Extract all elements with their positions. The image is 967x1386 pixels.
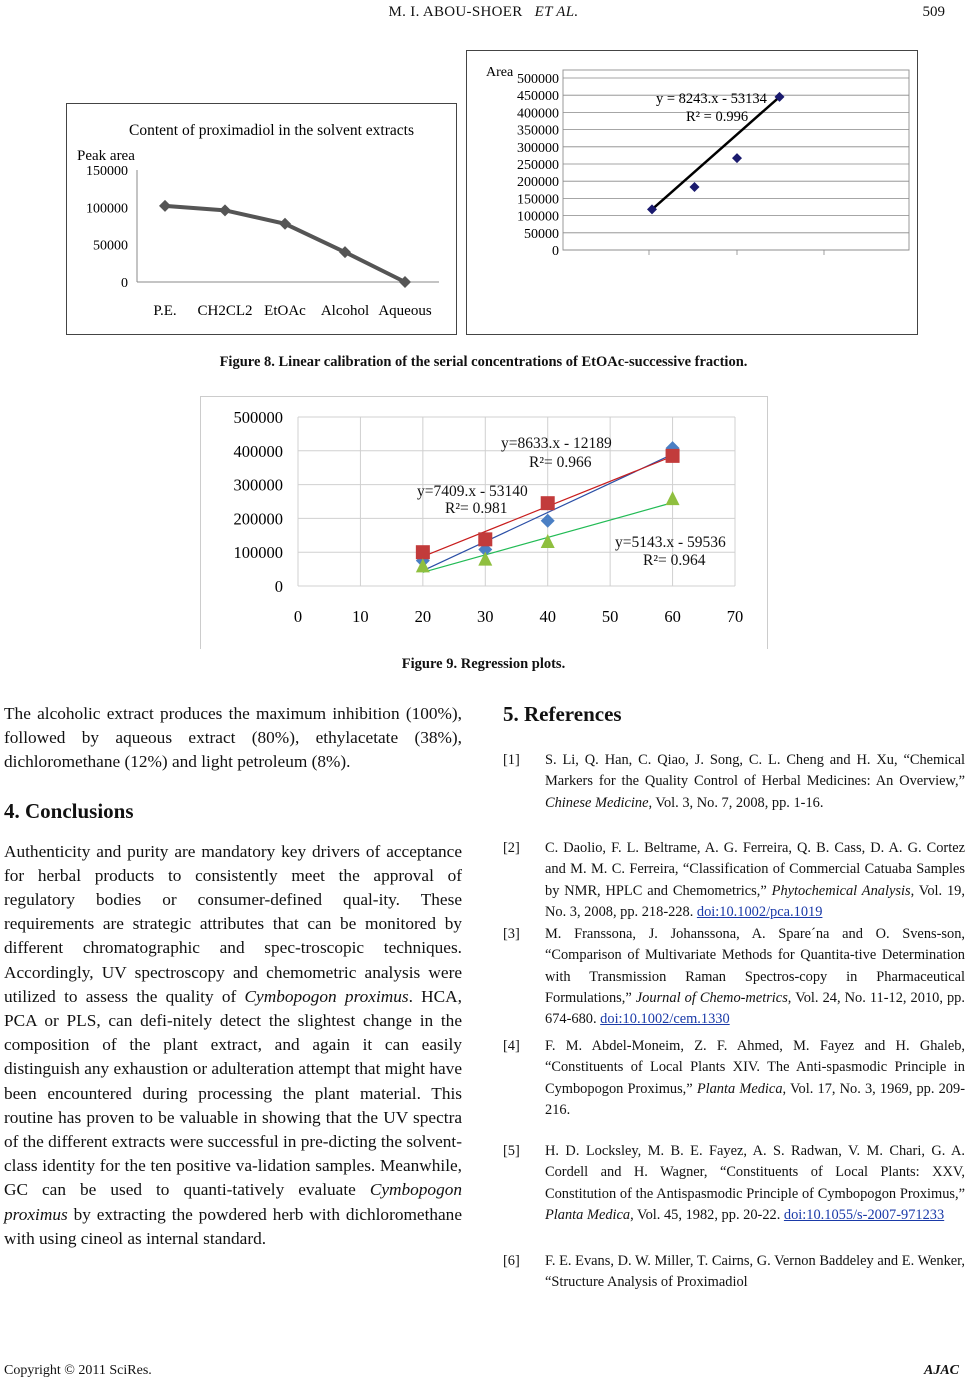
fig8-left-ytick-label: 0 [121, 276, 128, 291]
fig8-right-ytick-label: 150000 [517, 192, 559, 208]
fig9-xtick-label: 20 [414, 607, 432, 626]
fig9-red-point [416, 545, 430, 559]
reference-journal: Planta Medica [696, 1080, 783, 1097]
fig9-red-point [478, 532, 492, 546]
species-name: Cymbopogon proximus [244, 986, 409, 1006]
reference-item [503, 1036, 965, 1121]
fig8-right-ytick-label: 500000 [517, 72, 559, 87]
fig9-xtick-label: 30 [477, 607, 494, 626]
figure-9 [200, 396, 768, 649]
reference-item [503, 924, 965, 1030]
reference-number: [3] [503, 926, 520, 942]
fig8-left-series-line [165, 206, 405, 282]
fig9-green-point [666, 491, 680, 505]
fig8-left-title: Content of proximadiol in the solvent extracts [129, 122, 414, 139]
references-heading: 5. References [503, 702, 622, 726]
fig8-left-xtick-label: CH2CL2 [197, 303, 253, 319]
fig8-right-ytick-label: 100000 [517, 209, 559, 225]
fig8-right-ytick-label: 250000 [517, 158, 559, 173]
reference-item [503, 1141, 965, 1226]
fig9-eq-blue: y=8633.x - 12189 [501, 435, 612, 452]
section-heading-conclusions: 4. Conclusions [4, 798, 134, 823]
figure-8 [36, 46, 918, 344]
fig9-ytick-label: 300000 [233, 475, 283, 495]
references-section [503, 702, 965, 1362]
reference-number: [4] [503, 1038, 520, 1054]
page-header [0, 0, 967, 30]
fig9-eq-red: y=7409.x - 53140 [417, 483, 528, 500]
fig8-right-equation: y = 8243.x - 53134 [656, 91, 767, 107]
reference-text: S. Li, Q. Han, C. Qiao, J. Song, C. L. Cheng and H. Xu, “Chemical Markers for the Quality Control of Herbal Medicines: An Overview,” Chinese Medicine, Vol. 3, No. 7, 2008, pp. 1-16. [545, 752, 965, 811]
reference-text: C. Daolio, F. L. Beltrame, A. G. Ferreira, Q. B. Cass, D. A. G. Cortez and M. M. C. Ferreira, “Classification of Commercial Catuaba Samples by NMR, HPLC and Chemometrics,” Phytochemical Analysis, Vol. 19, No. 3, 2008, pp. 218-228. doi:10.1002/pca.1019 [545, 840, 965, 920]
reference-number: [2] [503, 840, 520, 856]
reference-item [503, 750, 965, 814]
reference-text: F. E. Evans, D. W. Miller, T. Cairns, G. Vernon Baddeley and E. Wenker, “Structure Analysis of Proximadiol [545, 1253, 965, 1291]
conclusion-text-1: Authenticity and purity are mandatory key drivers of acceptance for herbal products to consistently meet the approval of regulatory bodies or consumer-defined qual-ity. These requirements are strategic attributes that can be monitored by different chromatographic and spec-troscopic techniques. Accordingly, UV spectroscopy and chemometric analysis were utilized to assess the quality of [4, 841, 462, 1006]
intro-paragraph: The alcoholic extract produces the maximum inhibition (100%), followed by aqueous extract (80%), ethylacetate (38%), dichloromethane (12%) and light petroleum (8%). [4, 704, 462, 772]
fig9-xtick-label: 40 [539, 607, 556, 626]
reference-journal: Phytochemical Analysis [771, 882, 911, 899]
reference-number: [1] [503, 752, 520, 768]
fig9-blue-point [541, 514, 555, 528]
reference-number: [6] [503, 1253, 520, 1269]
fig8-left-ytick-label: 150000 [86, 164, 128, 179]
fig8-left-chart [66, 103, 457, 335]
figure-9-caption: Figure 9. Regression plots. [401, 656, 566, 672]
conclusions-paragraph [4, 840, 462, 1251]
reference-item [503, 1251, 965, 1294]
fig8-right-chart [466, 50, 918, 335]
reference-journal: Journal of Chemo-metrics [635, 989, 788, 1006]
fig9-svg [201, 397, 767, 649]
fig9-xtick-label: 0 [293, 607, 303, 626]
fig8-right-ytick-label: 350000 [517, 123, 559, 139]
page-footer [0, 1363, 967, 1383]
running-authors: M. I. ABOU-SHOER [388, 4, 523, 20]
fig8-right-ytick-label: 450000 [517, 89, 559, 105]
fig9-xtick-label: 50 [601, 607, 619, 626]
fig9-red-point [541, 496, 555, 510]
fig8-right-svg [467, 51, 917, 334]
fig9-ytick-label: 500000 [233, 408, 283, 427]
footer-copyright: Copyright © 2011 SciRes. [4, 1363, 152, 1378]
conclusion-text-3: by extracting the powdered herb with dichloromethane with using cineol as internal standard. [4, 1204, 462, 1248]
reference-text: H. D. Locksley, M. B. E. Fayez, A. S. Radwan, V. M. Chari, G. A. Cordell and H. Wagner, “Constituents of Local Plants: XXV, Constitution of the Antispasmodic Principle of Cymbopogon Proximus,” Planta Medica, Vol. 45, 1982, pp. 20-22. doi:10.1055/s-2007-971233 [545, 1143, 965, 1223]
fig8-right-ytick-label: 400000 [517, 106, 559, 122]
fig8-right-ytick-label: 50000 [524, 226, 559, 242]
footer-journal: AJAC [923, 1363, 959, 1378]
fig8-left-xtick-label: Aqueous [378, 303, 432, 319]
fig9-ytick-label: 200000 [233, 509, 283, 529]
fig8-left-data-point [159, 200, 171, 212]
fig8-right-ytick-label: 200000 [517, 175, 559, 191]
fig9-r2-green: R²= 0.964 [643, 552, 706, 569]
reference-text: M. Franssona, J. Johanssona, A. Spare´na and O. Svens-son, “Comparison of Multivariate Methods for Quantita-tive Determination with Transmission Raman Spectros-copy in Pharmaceutical Formulations,” Journal of Chemo-metrics, Vol. 24, No. 11-12, 2010, pp. 674-680. doi:10.1002/cem.1330 [545, 926, 965, 1028]
reference-item [503, 838, 965, 923]
fig9-ytick-label: 400000 [233, 441, 283, 461]
reference-text: F. M. Abdel-Moneim, Z. F. Ahmed, M. Fayez and H. Ghaleb, “Constituents of Local Plants XIV. The Anti-spasmodic Principle in Cymbopogon Proximus,” Planta Medica, Vol. 17, No. 3, 1969, pp. 209-216. [545, 1038, 965, 1118]
conclusion-text-2: . HCA, PCA or PLS, can defi-nitely detect the slightest change in the composition of the plant extract, and again it can easily distinguish any exhaustion or adulteration attempt that might have been encountered during processing the plant material. This routine has proven to be valuable in showing that the UV spectra of the different extracts were successful in pre-dicting the solvent-class identity for the ten positive va-lidation samples. Meanwhile, GC can be used to quanti-tatively evaluate [4, 986, 462, 1200]
figure-8-caption: Figure 8. Linear calibration of the serial concentrations of EtOAc-successive fraction. [219, 354, 748, 370]
fig8-left-data-point [219, 204, 231, 216]
fig8-right-ytick-label: 0 [552, 244, 559, 259]
fig9-red-point [666, 449, 680, 463]
fig8-right-ytick-label: 300000 [517, 140, 559, 156]
fig8-left-ytick-label: 100000 [86, 201, 128, 217]
running-etal: ET AL. [534, 4, 579, 20]
fig8-left-svg [67, 104, 456, 334]
fig9-xtick-label: 70 [726, 607, 744, 626]
fig8-left-ylabel: Peak area [77, 148, 135, 164]
fig8-left-xtick-label: Alcohol [320, 303, 370, 319]
fig8-left-data-point [279, 218, 291, 230]
fig9-xtick-label: 10 [352, 607, 369, 626]
species-name-2: Cymbopogon proximus [4, 1180, 462, 1224]
left-column [4, 702, 462, 1251]
reference-journal: Planta Medica [545, 1206, 631, 1223]
fig9-ytick-label: 100000 [233, 543, 283, 563]
fig8-left-ytick-label: 50000 [93, 238, 128, 254]
fig8-left-xtick-label: EtOAc [264, 303, 306, 319]
fig9-xtick-label: 60 [664, 607, 681, 626]
reference-number: [5] [503, 1143, 520, 1159]
fig8-right-ylabel: Area [486, 65, 514, 80]
reference-doi-link[interactable]: doi:10.1002/cem.1330 [600, 1011, 730, 1028]
reference-doi-link[interactable]: doi:10.1055/s-2007-971233 [783, 1206, 945, 1223]
fig9-eq-green: y=5143.x - 59536 [615, 534, 726, 551]
page-number: 509 [922, 4, 945, 20]
running-head [0, 4, 967, 21]
fig9-r2-blue: R²= 0.966 [529, 454, 592, 471]
fig8-right-r2: R² = 0.996 [686, 109, 749, 125]
fig9-ytick-label: 0 [274, 577, 283, 596]
reference-journal: Chinese Medicine [545, 794, 649, 811]
reference-doi-link[interactable]: doi:10.1002/pca.1019 [696, 903, 823, 920]
fig8-left-xtick-label: P.E. [153, 303, 177, 319]
fig9-r2-red: R²= 0.981 [445, 500, 508, 517]
